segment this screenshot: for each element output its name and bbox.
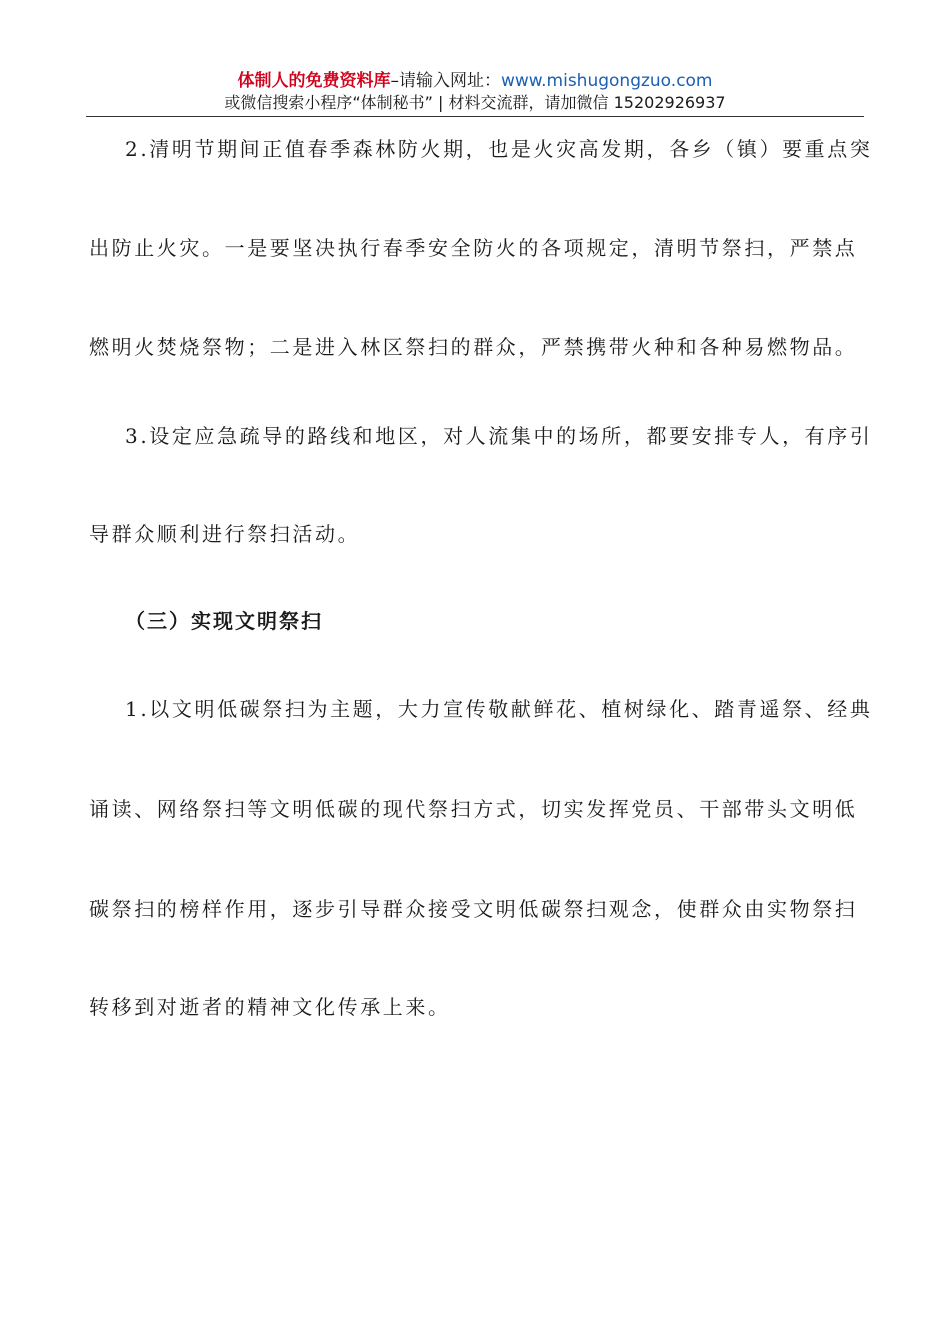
- header-divider: [86, 116, 864, 117]
- body-line-2: 出防止火灾。一是要坚决执行春季安全防火的各项规定，清明节祭扫，严禁点: [89, 236, 858, 260]
- body-line-9: 转移到对逝者的精神文化传承上来。: [89, 995, 451, 1019]
- header-brand: 体制人的免费资料库: [237, 71, 391, 91]
- body-line-8: 碳祭扫的榜样作用，逐步引导群众接受文明低碳祭扫观念，使群众由实物祭扫: [89, 897, 858, 921]
- body-line-7: 诵读、网络祭扫等文明低碳的现代祭扫方式，切实发挥党员、干部带头文明低: [89, 797, 858, 821]
- header-url-prefix: –请输入网址：: [390, 71, 501, 91]
- header-url-link[interactable]: www.mishugongzuo.com: [500, 71, 713, 91]
- body-line-4: 3.设定应急疏导的路线和地区，对人流集中的场所，都要安排专人，有序引: [125, 424, 873, 448]
- body-line-1: 2.清明节期间正值春季森林防火期，也是火灾高发期，各乡（镇）要重点突: [125, 137, 873, 161]
- body-line-5: 导群众顺利进行祭扫活动。: [89, 522, 361, 546]
- page-header: [0, 70, 950, 114]
- header-line-2: 或微信搜索小程序“体制秘书” | 材料交流群，请加微信 15202926937: [224, 93, 726, 112]
- body-line-6: 1.以文明低碳祭扫为主题，大力宣传敬献鲜花、植树绿化、踏青遥祭、经典: [125, 697, 873, 721]
- header-line-1: [0, 70, 950, 92]
- section-heading: （三）实现文明祭扫: [125, 609, 323, 633]
- body-line-3: 燃明火焚烧祭物；二是进入林区祭扫的群众，严禁携带火种和各种易燃物品。: [89, 335, 858, 359]
